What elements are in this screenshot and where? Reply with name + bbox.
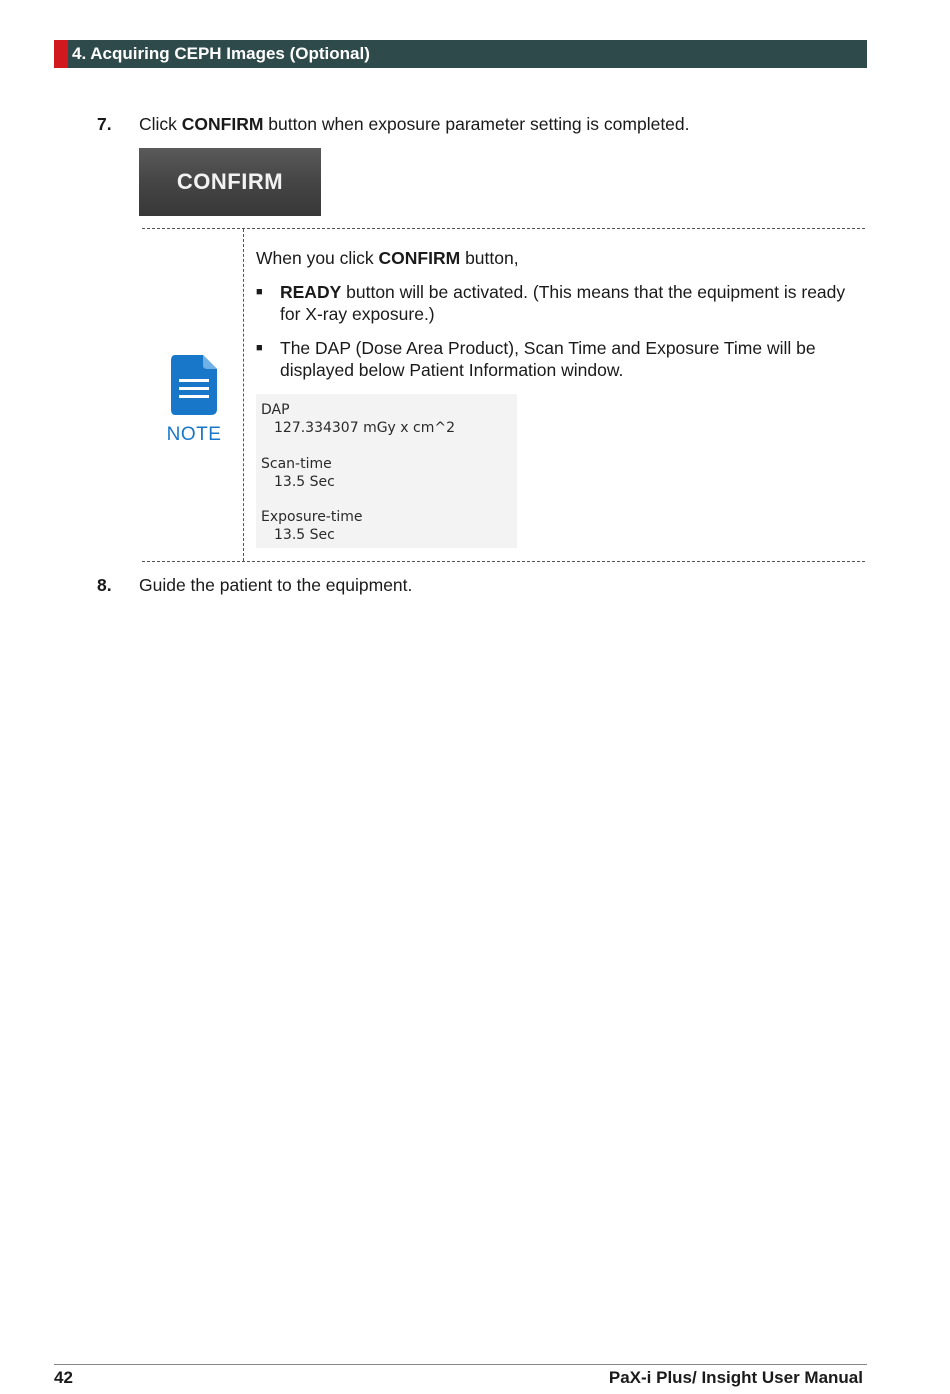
note-divider — [243, 229, 244, 561]
step-7 — [97, 114, 690, 135]
note-bullet-2-text: The DAP (Dose Area Product), Scan Time and Exposure Time will be displayed below Patient Information window. — [280, 338, 816, 380]
note-intro-prefix: When you click — [256, 248, 379, 268]
dap-label: DAP — [261, 402, 290, 418]
scan-time-value: 13.5 Sec — [274, 474, 335, 490]
step-8-number: 8. — [97, 575, 112, 595]
step-7-text — [139, 114, 690, 135]
note-bullet-list — [256, 281, 846, 381]
note-box — [142, 228, 865, 562]
note-bullet-1-text: button will be activated. (This means that the equipment is ready for X-ray exposure.) — [280, 282, 846, 324]
section-header-accent — [54, 40, 68, 68]
note-intro-suffix: button, — [460, 248, 519, 268]
exposure-time-value: 13.5 Sec — [274, 527, 335, 543]
confirm-button[interactable]: CONFIRM — [139, 148, 321, 216]
page-number: 42 — [54, 1368, 73, 1387]
step-7-bold: CONFIRM — [181, 114, 264, 134]
exposure-info-panel — [256, 394, 517, 548]
bullet-marker: ■ — [256, 286, 263, 298]
bullet-marker: ■ — [256, 342, 263, 354]
step-8-text: Guide the patient to the equipment. — [139, 575, 413, 595]
note-bullet-1 — [256, 281, 846, 325]
document-icon — [169, 353, 219, 417]
note-bullet-1-bold: READY — [280, 282, 342, 302]
section-header — [54, 40, 867, 68]
scan-time-label: Scan-time — [261, 456, 332, 472]
note-bullet-2 — [256, 337, 846, 381]
dap-value: 127.334307 mGy x cm^2 — [274, 420, 455, 436]
exposure-time-label: Exposure-time — [261, 509, 363, 525]
note-icon-label: NOTE — [166, 424, 222, 445]
manual-title: PaX-i Plus/ Insight User Manual — [608, 1368, 863, 1387]
note-icon — [164, 353, 224, 446]
step-7-prefix: Click — [139, 114, 182, 134]
note-content — [256, 247, 846, 393]
note-intro — [256, 247, 846, 269]
note-intro-bold: CONFIRM — [378, 248, 461, 268]
footer-divider — [54, 1364, 867, 1365]
step-7-suffix: button when exposure parameter setting is completed. — [263, 114, 690, 134]
step-7-number: 7. — [97, 114, 112, 134]
section-title: 4. Acquiring CEPH Images (Optional) — [72, 44, 370, 63]
step-8 — [97, 575, 412, 596]
